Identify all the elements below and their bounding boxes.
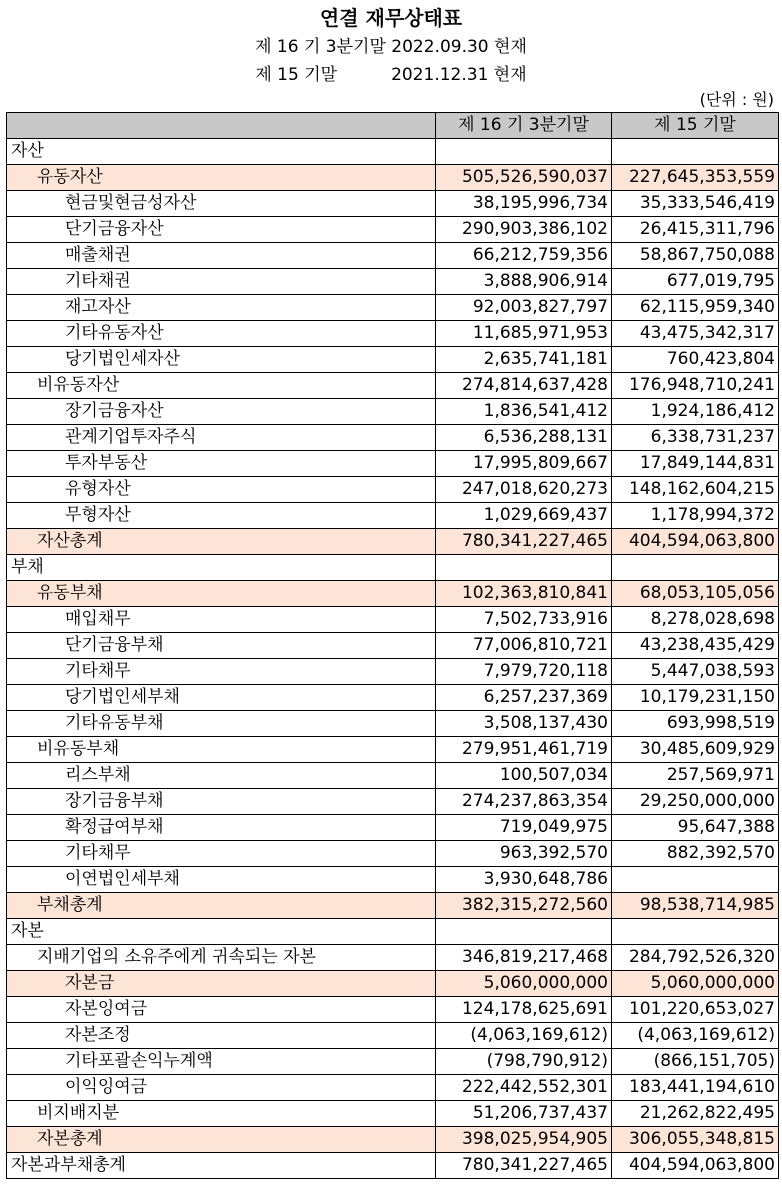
account-name-cell: 이익잉여금 bbox=[7, 1075, 436, 1101]
prior-period-value-cell: 30,485,609,929 bbox=[612, 737, 779, 763]
table-row bbox=[7, 1075, 779, 1101]
account-name-cell: 투자부동산 bbox=[7, 451, 436, 477]
table-row bbox=[7, 399, 779, 425]
current-period-value-cell: 398,025,954,905 bbox=[436, 1127, 612, 1153]
table-row bbox=[7, 503, 779, 529]
current-period-value-cell: 3,508,137,430 bbox=[436, 711, 612, 737]
prior-period-value-cell: 68,053,105,056 bbox=[612, 581, 779, 607]
current-period-value-cell: 382,315,272,560 bbox=[436, 893, 612, 919]
account-name-cell: 자본잉여금 bbox=[7, 997, 436, 1023]
current-period-value-cell: 780,341,227,465 bbox=[436, 1153, 612, 1179]
table-row bbox=[7, 529, 779, 555]
column-header-account bbox=[7, 113, 436, 139]
prior-period-value-cell: 404,594,063,800 bbox=[612, 529, 779, 555]
table-row bbox=[7, 217, 779, 243]
prior-period-value-cell: 284,792,526,320 bbox=[612, 945, 779, 971]
account-name-cell: 유형자산 bbox=[7, 477, 436, 503]
account-name-cell: 매입채무 bbox=[7, 607, 436, 633]
table-row bbox=[7, 373, 779, 399]
account-name-cell: 기타채무 bbox=[7, 841, 436, 867]
current-period-value-cell: 2,635,741,181 bbox=[436, 347, 612, 373]
account-name-cell: 지배기업의 소유주에게 귀속되는 자본 bbox=[7, 945, 436, 971]
current-period-value-cell: 124,178,625,691 bbox=[436, 997, 612, 1023]
prior-period-value-cell: 677,019,795 bbox=[612, 269, 779, 295]
current-period-value-cell: 222,442,552,301 bbox=[436, 1075, 612, 1101]
current-period-value-cell: 719,049,975 bbox=[436, 815, 612, 841]
table-row bbox=[7, 633, 779, 659]
prior-period-value-cell: 1,178,994,372 bbox=[612, 503, 779, 529]
account-name-cell: 리스부채 bbox=[7, 763, 436, 789]
account-name-cell: 장기금융부채 bbox=[7, 789, 436, 815]
current-period-value-cell: 279,951,461,719 bbox=[436, 737, 612, 763]
account-name-cell: 유동부채 bbox=[7, 581, 436, 607]
account-name-cell: 자본조정 bbox=[7, 1023, 436, 1049]
account-name-cell: 자본과부채총계 bbox=[7, 1153, 436, 1179]
current-period-value-cell: 346,819,217,468 bbox=[436, 945, 612, 971]
current-period-value-cell: 100,507,034 bbox=[436, 763, 612, 789]
current-period-value-cell: 92,003,827,797 bbox=[436, 295, 612, 321]
account-name-cell: 부채총계 bbox=[7, 893, 436, 919]
current-period-value-cell: 1,836,541,412 bbox=[436, 399, 612, 425]
prior-period-value-cell bbox=[612, 867, 779, 893]
prior-period-value-cell: 882,392,570 bbox=[612, 841, 779, 867]
account-name-cell: 기타유동부채 bbox=[7, 711, 436, 737]
current-period-value-cell: 6,257,237,369 bbox=[436, 685, 612, 711]
prior-period-value-cell bbox=[612, 555, 779, 581]
column-header-current: 제 16 기 3분기말 bbox=[436, 113, 612, 139]
prior-period-value-cell: 101,220,653,027 bbox=[612, 997, 779, 1023]
account-name-cell: 기타채권 bbox=[7, 269, 436, 295]
table-row bbox=[7, 607, 779, 633]
table-row bbox=[7, 841, 779, 867]
table-row bbox=[7, 1101, 779, 1127]
prior-period-value-cell: 58,867,750,088 bbox=[612, 243, 779, 269]
prior-period-value-cell: 29,250,000,000 bbox=[612, 789, 779, 815]
prior-period-value-cell bbox=[612, 919, 779, 945]
prior-period-value-cell: 35,333,546,419 bbox=[612, 191, 779, 217]
prior-period-value-cell: (4,063,169,612) bbox=[612, 1023, 779, 1049]
current-period-value-cell: 11,685,971,953 bbox=[436, 321, 612, 347]
table-row bbox=[7, 685, 779, 711]
balance-sheet-table bbox=[6, 112, 779, 1179]
prior-period-value-cell: 62,115,959,340 bbox=[612, 295, 779, 321]
period-current: 제 16 기 3분기말 2022.09.30 현재 bbox=[255, 37, 527, 57]
account-name-cell: 기타채무 bbox=[7, 659, 436, 685]
account-name-cell: 자본금 bbox=[7, 971, 436, 997]
current-period-value-cell: 963,392,570 bbox=[436, 841, 612, 867]
table-row bbox=[7, 321, 779, 347]
current-period-value-cell bbox=[436, 555, 612, 581]
table-row bbox=[7, 295, 779, 321]
current-period-value-cell: 102,363,810,841 bbox=[436, 581, 612, 607]
prior-period-value-cell: 257,569,971 bbox=[612, 763, 779, 789]
table-row bbox=[7, 763, 779, 789]
account-name-cell: 비지배지분 bbox=[7, 1101, 436, 1127]
account-name-cell: 이연법인세부채 bbox=[7, 867, 436, 893]
current-period-value-cell: 274,237,863,354 bbox=[436, 789, 612, 815]
prior-period-value-cell: 95,647,388 bbox=[612, 815, 779, 841]
account-name-cell: 기타포괄손익누계액 bbox=[7, 1049, 436, 1075]
account-name-cell: 관계기업투자주식 bbox=[7, 425, 436, 451]
account-name-cell: 기타유동자산 bbox=[7, 321, 436, 347]
table-row bbox=[7, 165, 779, 191]
table-row bbox=[7, 789, 779, 815]
account-name-cell: 비유동자산 bbox=[7, 373, 436, 399]
current-period-value-cell: 7,502,733,916 bbox=[436, 607, 612, 633]
current-period-value-cell: 1,029,669,437 bbox=[436, 503, 612, 529]
account-name-cell: 재고자산 bbox=[7, 295, 436, 321]
current-period-value-cell: 66,212,759,356 bbox=[436, 243, 612, 269]
prior-period-value-cell: 26,415,311,796 bbox=[612, 217, 779, 243]
table-row bbox=[7, 425, 779, 451]
current-period-value-cell: (798,790,912) bbox=[436, 1049, 612, 1075]
current-period-value-cell: 5,060,000,000 bbox=[436, 971, 612, 997]
table-row bbox=[7, 867, 779, 893]
prior-period-value-cell: 760,423,804 bbox=[612, 347, 779, 373]
current-period-value-cell: 38,195,996,734 bbox=[436, 191, 612, 217]
current-period-value-cell: 290,903,386,102 bbox=[436, 217, 612, 243]
prior-period-value-cell: 183,441,194,610 bbox=[612, 1075, 779, 1101]
prior-period-value-cell: 1,924,186,412 bbox=[612, 399, 779, 425]
table-row bbox=[7, 1049, 779, 1075]
table-row bbox=[7, 659, 779, 685]
current-period-value-cell: 6,536,288,131 bbox=[436, 425, 612, 451]
prior-period-value-cell: 148,162,604,215 bbox=[612, 477, 779, 503]
table-row bbox=[7, 971, 779, 997]
account-name-cell: 단기금융부채 bbox=[7, 633, 436, 659]
table-row bbox=[7, 269, 779, 295]
current-period-value-cell: 274,814,637,428 bbox=[436, 373, 612, 399]
period-prior: 제 15 기말 2021.12.31 현재 bbox=[255, 65, 527, 85]
account-name-cell: 매출채권 bbox=[7, 243, 436, 269]
prior-period-value-cell: 98,538,714,985 bbox=[612, 893, 779, 919]
prior-period-value-cell: 227,645,353,559 bbox=[612, 165, 779, 191]
prior-period-value-cell: 43,238,435,429 bbox=[612, 633, 779, 659]
account-name-cell: 자본총계 bbox=[7, 1127, 436, 1153]
prior-period-value-cell: 10,179,231,150 bbox=[612, 685, 779, 711]
current-period-value-cell: 3,888,906,914 bbox=[436, 269, 612, 295]
prior-period-value-cell: 17,849,144,831 bbox=[612, 451, 779, 477]
column-header-prior: 제 15 기말 bbox=[612, 113, 779, 139]
prior-period-value-cell bbox=[612, 139, 779, 165]
account-name-cell: 당기법인세부채 bbox=[7, 685, 436, 711]
account-name-cell: 확정급여부채 bbox=[7, 815, 436, 841]
account-name-cell: 부채 bbox=[7, 555, 436, 581]
prior-period-value-cell: 404,594,063,800 bbox=[612, 1153, 779, 1179]
table-row bbox=[7, 1153, 779, 1179]
table-row bbox=[7, 555, 779, 581]
prior-period-value-cell: 8,278,028,698 bbox=[612, 607, 779, 633]
account-name-cell: 유동자산 bbox=[7, 165, 436, 191]
current-period-value-cell: 7,979,720,118 bbox=[436, 659, 612, 685]
table-row bbox=[7, 919, 779, 945]
table-row bbox=[7, 581, 779, 607]
current-period-value-cell: (4,063,169,612) bbox=[436, 1023, 612, 1049]
prior-period-value-cell: 5,060,000,000 bbox=[612, 971, 779, 997]
table-row bbox=[7, 243, 779, 269]
prior-period-value-cell: (866,151,705) bbox=[612, 1049, 779, 1075]
prior-period-value-cell: 43,475,342,317 bbox=[612, 321, 779, 347]
account-name-cell: 단기금융자산 bbox=[7, 217, 436, 243]
account-name-cell: 당기법인세자산 bbox=[7, 347, 436, 373]
table-row bbox=[7, 945, 779, 971]
current-period-value-cell: 3,930,648,786 bbox=[436, 867, 612, 893]
current-period-value-cell: 51,206,737,437 bbox=[436, 1101, 612, 1127]
prior-period-value-cell: 306,055,348,815 bbox=[612, 1127, 779, 1153]
current-period-value-cell: 17,995,809,667 bbox=[436, 451, 612, 477]
table-row bbox=[7, 451, 779, 477]
table-row bbox=[7, 477, 779, 503]
prior-period-value-cell: 176,948,710,241 bbox=[612, 373, 779, 399]
table-row bbox=[7, 1023, 779, 1049]
table-row bbox=[7, 1127, 779, 1153]
current-period-value-cell bbox=[436, 919, 612, 945]
account-name-cell: 자산총계 bbox=[7, 529, 436, 555]
table-row bbox=[7, 711, 779, 737]
unit-label: (단위 : 원) bbox=[699, 90, 774, 109]
current-period-value-cell: 77,006,810,721 bbox=[436, 633, 612, 659]
account-name-cell: 무형자산 bbox=[7, 503, 436, 529]
account-name-cell: 현금및현금성자산 bbox=[7, 191, 436, 217]
account-name-cell: 장기금융자산 bbox=[7, 399, 436, 425]
prior-period-value-cell: 5,447,038,593 bbox=[612, 659, 779, 685]
account-name-cell: 자본 bbox=[7, 919, 436, 945]
current-period-value-cell bbox=[436, 139, 612, 165]
prior-period-value-cell: 6,338,731,237 bbox=[612, 425, 779, 451]
account-name-cell: 비유동부채 bbox=[7, 737, 436, 763]
current-period-value-cell: 247,018,620,273 bbox=[436, 477, 612, 503]
table-row bbox=[7, 815, 779, 841]
table-body bbox=[7, 139, 779, 1179]
account-name-cell: 자산 bbox=[7, 139, 436, 165]
table-row bbox=[7, 191, 779, 217]
prior-period-value-cell: 21,262,822,495 bbox=[612, 1101, 779, 1127]
page-title: 연결 재무상태표 bbox=[319, 6, 463, 30]
prior-period-value-cell: 693,998,519 bbox=[612, 711, 779, 737]
table-row bbox=[7, 997, 779, 1023]
table-row bbox=[7, 737, 779, 763]
table-header-row bbox=[7, 113, 779, 139]
current-period-value-cell: 780,341,227,465 bbox=[436, 529, 612, 555]
current-period-value-cell: 505,526,590,037 bbox=[436, 165, 612, 191]
table-row bbox=[7, 139, 779, 165]
table-row bbox=[7, 893, 779, 919]
table-row bbox=[7, 347, 779, 373]
